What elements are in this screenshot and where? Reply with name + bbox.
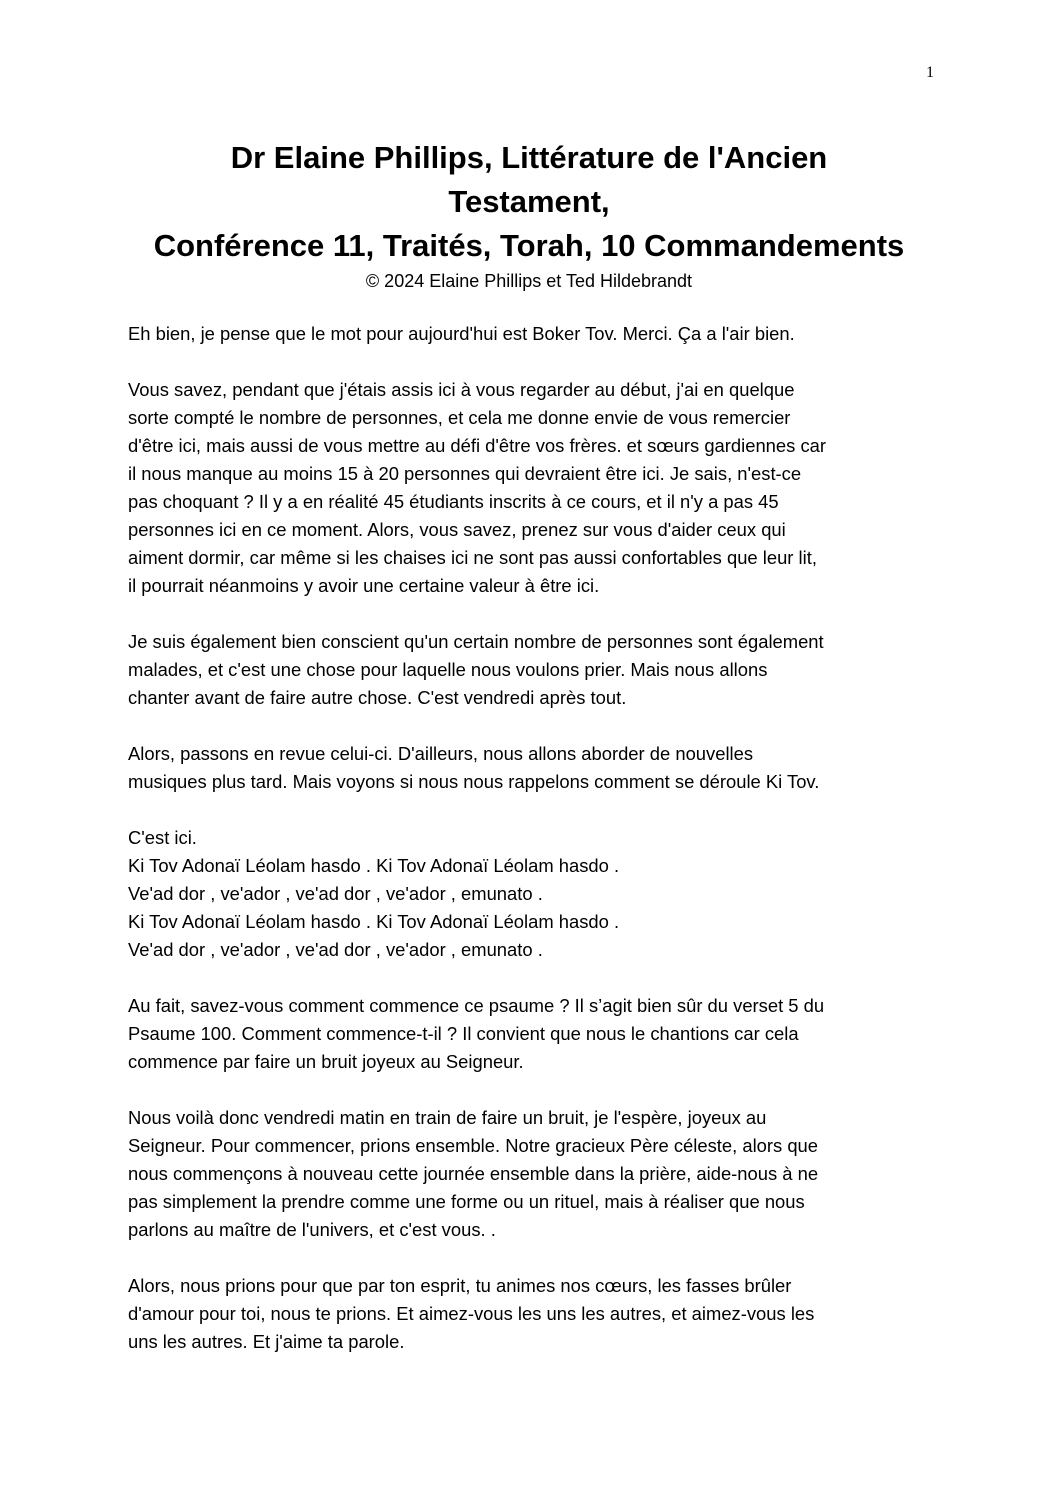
text-line: Psaume 100. Comment commence-t-il ? Il convient que nous le chantions car cela (128, 1023, 799, 1044)
text-line: Vous savez, pendant que j'étais assis ici à vous regarder au début, j'ai en quelque (128, 379, 795, 400)
page-number: 1 (926, 64, 934, 81)
text-line: nous commençons à nouveau cette journée ensemble dans la prière, aide-nous à ne (128, 1163, 819, 1184)
paragraph (128, 376, 948, 600)
copyright-notice: © 2024 Elaine Phillips et Ted Hildebrandt (365, 271, 693, 291)
text-line: aiment dormir, car même si les chaises ici ne sont pas aussi confortables que leur lit, (128, 547, 817, 568)
text-line: Eh bien, je pense que le mot pour aujourd'hui est Boker Tov. Merci. Ça a l'air bien. (128, 323, 795, 344)
text-line: pas simplement la prendre comme une forme ou un rituel, mais à réaliser que nous (128, 1191, 805, 1212)
paragraph (128, 992, 948, 1076)
text-line: chanter avant de faire autre chose. C'est vendredi après tout. (128, 687, 627, 708)
text-line: sorte compté le nombre de personnes, et cela me donne envie de vous remercier (128, 407, 791, 428)
text-line: Au fait, savez-vous comment commence ce psaume ? Il s’agit bien sûr du verset 5 du (128, 995, 825, 1016)
document-body (128, 320, 948, 1384)
text-line: malades, et c'est une chose pour laquelle nous voulons prier. Mais nous allons (128, 659, 768, 680)
text-line: Nous voilà donc vendredi matin en train de faire un bruit, je l'espère, joyeux au (128, 1107, 767, 1128)
paragraph (128, 740, 948, 796)
text-line: parlons au maître de l'univers, et c'est vous. . (128, 1219, 496, 1240)
lyric-line: Ve'ad dor , ve'ador , ve'ad dor , ve'ador , emunato . (128, 939, 543, 960)
title-line: Dr Elaine Phillips, Littérature de l'Ancien (230, 140, 828, 175)
paragraph (128, 1104, 948, 1244)
text-line: pas choquant ? Il y a en réalité 45 étudiants inscrits à ce cours, et il n'y a pas 45 (128, 491, 779, 512)
lyric-line: Ki Tov Adonaï Léolam hasdo . Ki Tov Adonaï Léolam hasdo . (128, 855, 620, 876)
paragraph (128, 1272, 948, 1356)
lyric-line: Ve'ad dor , ve'ador , ve'ad dor , ve'ador , emunato . (128, 883, 543, 904)
text-line: uns les autres. Et j'aime ta parole. (128, 1331, 405, 1352)
paragraph (128, 320, 948, 348)
text-line: Seigneur. Pour commencer, prions ensemble. Notre gracieux Père céleste, alors que (128, 1135, 819, 1156)
text-line: personnes ici en ce moment. Alors, vous savez, prenez sur vous d'aider ceux qui (128, 519, 786, 540)
title-block (100, 136, 958, 294)
text-line: il nous manque au moins 15 à 20 personnes qui devraient être ici. Je sais, n'est-ce (128, 463, 802, 484)
text-line: d'être ici, mais aussi de vous mettre au défi d'être vos frères. et sœurs gardiennes car (128, 435, 826, 456)
text-line: il pourrait néanmoins y avoir une certaine valeur à être ici. (128, 575, 600, 596)
title-line: Testament, (448, 184, 610, 219)
text-line: Alors, nous prions pour que par ton esprit, tu animes nos cœurs, les fasses brûler (128, 1275, 792, 1296)
text-line: C'est ici. (128, 827, 197, 848)
text-line: d'amour pour toi, nous te prions. Et aimez-vous les uns les autres, et aimez-vous les (128, 1303, 815, 1324)
text-line: Alors, passons en revue celui-ci. D'ailleurs, nous allons aborder de nouvelles (128, 743, 754, 764)
text-line: commence par faire un bruit joyeux au Seigneur. (128, 1051, 524, 1072)
paragraph (128, 628, 948, 712)
title-line: Conférence 11, Traités, Torah, 10 Commandements (153, 228, 905, 263)
song-lyrics (128, 824, 948, 964)
lyric-line: Ki Tov Adonaï Léolam hasdo . Ki Tov Adonaï Léolam hasdo . (128, 911, 620, 932)
text-line: Je suis également bien conscient qu'un certain nombre de personnes sont également (128, 631, 824, 652)
text-line: musiques plus tard. Mais voyons si nous nous rappelons comment se déroule Ki Tov. (128, 771, 820, 792)
